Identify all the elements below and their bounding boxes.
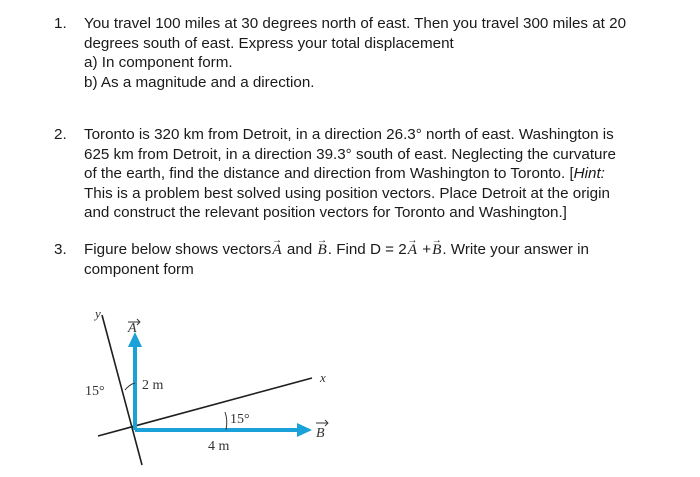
problem-line: b) As a magnitude and a direction.	[84, 73, 315, 91]
angle-label-right: 15°	[230, 412, 250, 427]
text-fragment: +	[417, 241, 432, 258]
problem-line: Toronto is 320 km from Detroit, in a direction 26.3° north of east. Washington is	[84, 126, 614, 143]
vector-b-symbol: → B	[431, 240, 442, 260]
vector-a-label: A	[128, 321, 137, 336]
vector-a-symbol: → A	[407, 240, 418, 260]
problem-line: a) In component form.	[84, 54, 233, 72]
text-fragment: Figure below shows vectors	[84, 241, 272, 258]
problem-line	[84, 164, 674, 184]
angle-label-left: 15°	[85, 384, 105, 399]
problem-3	[54, 240, 674, 279]
vector-b-arrowhead	[297, 423, 312, 437]
problem-line: degrees south of east. Express your total displacement	[84, 34, 454, 52]
problem-line: You travel 100 miles at 30 degrees north of east. Then you travel 300 miles at 20	[84, 15, 627, 32]
magnitude-a-label: 2 m	[142, 378, 164, 393]
angle-arc	[225, 412, 227, 430]
problem-text	[84, 125, 674, 223]
text-fragment: . Find D = 2	[327, 241, 407, 258]
problem-line-text: of the earth, find the distance and direction from Washington to Toronto. [	[84, 165, 574, 183]
problem-number: 1.	[54, 15, 67, 32]
vector-b-symbol: → B	[316, 240, 327, 260]
vector-figure	[80, 300, 350, 470]
vector-a-symbol: → A	[271, 240, 282, 260]
x-axis-label: x	[320, 370, 326, 385]
problem-text	[84, 240, 674, 279]
problem-number: 3.	[54, 241, 67, 258]
x-axis	[98, 378, 312, 436]
problem-line: and construct the relevant position vectors for Toronto and Washington.]	[84, 204, 567, 222]
text-fragment: and	[282, 241, 313, 258]
text-fragment: . Write your answer in	[442, 241, 589, 258]
hint-label: Hint:	[573, 165, 605, 183]
problem-line: This is a problem best solved using position vectors. Place Detroit at the origin	[84, 184, 610, 202]
vector-b-label: B	[316, 426, 325, 441]
problem-number: 2.	[54, 126, 67, 143]
magnitude-b-label: 4 m	[208, 439, 230, 454]
y-axis-label: y	[95, 306, 101, 321]
problem-1	[54, 14, 674, 92]
problem-line: component form	[84, 260, 194, 278]
problem-text	[84, 14, 674, 92]
problem-2	[54, 125, 674, 223]
problem-line	[84, 240, 674, 260]
problem-line: 625 km from Detroit, in a direction 39.3° south of east. Neglecting the curvature	[84, 145, 616, 163]
